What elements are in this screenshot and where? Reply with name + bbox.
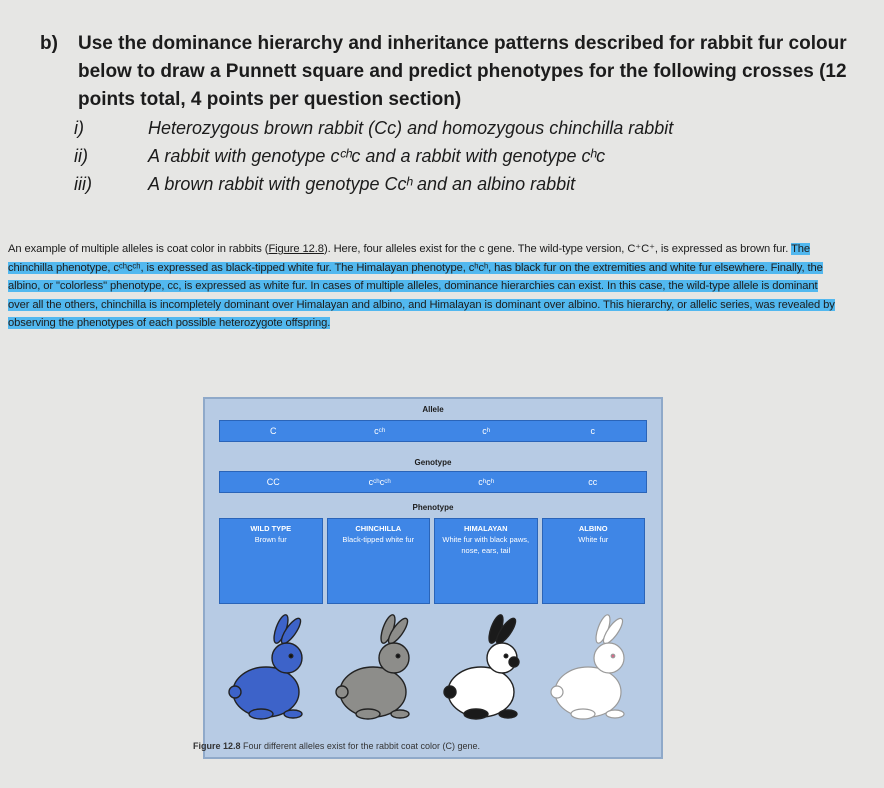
caption-label: Figure 12.8 [193, 741, 241, 751]
albino-rabbit-icon [543, 614, 643, 729]
passage-text: An example of multiple alleles is coat color in rabbits ( [8, 243, 269, 255]
question-item-text: A brown rabbit with genotype Ccʰ and an albino rabbit [148, 174, 576, 194]
phenotype-desc: White fur [578, 535, 609, 544]
himalayan-rabbit-icon [436, 614, 536, 729]
phenotype-name: ALBINO [578, 524, 608, 533]
phenotype-row [219, 518, 645, 604]
phenotype-desc: Black-tipped white fur [342, 535, 415, 544]
rabbit-cell [434, 609, 538, 734]
phenotype-name: HIMALAYAN [463, 524, 508, 533]
genotype-title: Genotype [414, 458, 452, 467]
wild-type-rabbit-icon [221, 614, 321, 729]
question-item [74, 114, 870, 142]
phenotype-desc: White fur with black paws, nose, ears, tail [442, 535, 530, 555]
genotype-cell: cc [588, 477, 598, 487]
genotype-cell: CC [266, 477, 280, 487]
question-item-number: ii) [74, 146, 88, 166]
phenotype-cell [219, 518, 323, 604]
genotype-cell: cʰcʰ [478, 477, 495, 487]
rabbit-cell [542, 609, 646, 734]
question-block [40, 30, 870, 198]
allele-cell: C [270, 426, 277, 436]
question-heading [40, 30, 870, 114]
question-item [74, 142, 870, 170]
rabbit-illustrations [219, 609, 645, 734]
allele-cell: c [590, 426, 595, 436]
allele-cell: cᶜʰ [374, 426, 386, 436]
phenotype-name: CHINCHILLA [355, 524, 402, 533]
chinchilla-rabbit-icon [328, 614, 428, 729]
question-item-number: i) [74, 118, 84, 138]
figure-caption [193, 741, 480, 751]
rabbit-cell [327, 609, 431, 734]
phenotype-name: WILD TYPE [250, 524, 292, 533]
question-item-text: Heterozygous brown rabbit (Cc) and homozygous chinchilla rabbit [148, 118, 674, 138]
allele-title: Allele [422, 405, 444, 414]
passage-text: ). Here, four alleles exist for the c gene. The wild-type version, C⁺C⁺, is expressed as brown fur. [323, 243, 792, 255]
genotype-cell: cᶜʰcᶜʰ [368, 477, 391, 487]
question-text: Use the dominance hierarchy and inheritance patterns described for rabbit fur colour below to draw a Punnett square and predict phenotypes for the following crosses (12 points total, 4 points per question section) [78, 33, 847, 110]
highlighted-passage: The chinchilla phenotype, cᶜʰcᶜʰ, is expressed as black-tipped white fur. The Himalayan phenotype, cʰcʰ, has black fur on the extremities and white fur elsewhere. Finally, the albino, or "colorless" phenotype, cc, is expressed as white fur. In cases of multiple alleles, dominance hierarchies can exist. In this case, the wild-type allele is dominant over all the others, chinchilla is incompletely dominant over Himalayan and albino, and Himalayan is dominant over albino. This hierarchy, or allelic series, was revealed by observing the phenotypes of each possible heterozygote offspring. [8, 243, 835, 330]
question-item-number: iii) [74, 174, 92, 194]
question-item-text: A rabbit with genotype cᶜʰc and a rabbit with genotype cʰc [148, 146, 606, 166]
rabbit-cell [219, 609, 323, 734]
genotype-row [219, 471, 647, 493]
question-label: b) [40, 33, 58, 54]
phenotype-cell [327, 518, 431, 604]
allele-row [219, 420, 647, 442]
phenotype-desc: Brown fur [254, 535, 287, 544]
caption-text: Four different alleles exist for the rabbit coat color (C) gene. [243, 741, 480, 751]
allele-cell: cʰ [482, 426, 491, 436]
phenotype-cell [434, 518, 538, 604]
question-item [74, 170, 870, 198]
phenotype-cell [542, 518, 646, 604]
figure-reference-link[interactable]: Figure 12.8 [268, 243, 324, 255]
textbook-passage [8, 240, 838, 333]
phenotype-title: Phenotype [412, 503, 454, 512]
allele-figure [203, 397, 663, 759]
